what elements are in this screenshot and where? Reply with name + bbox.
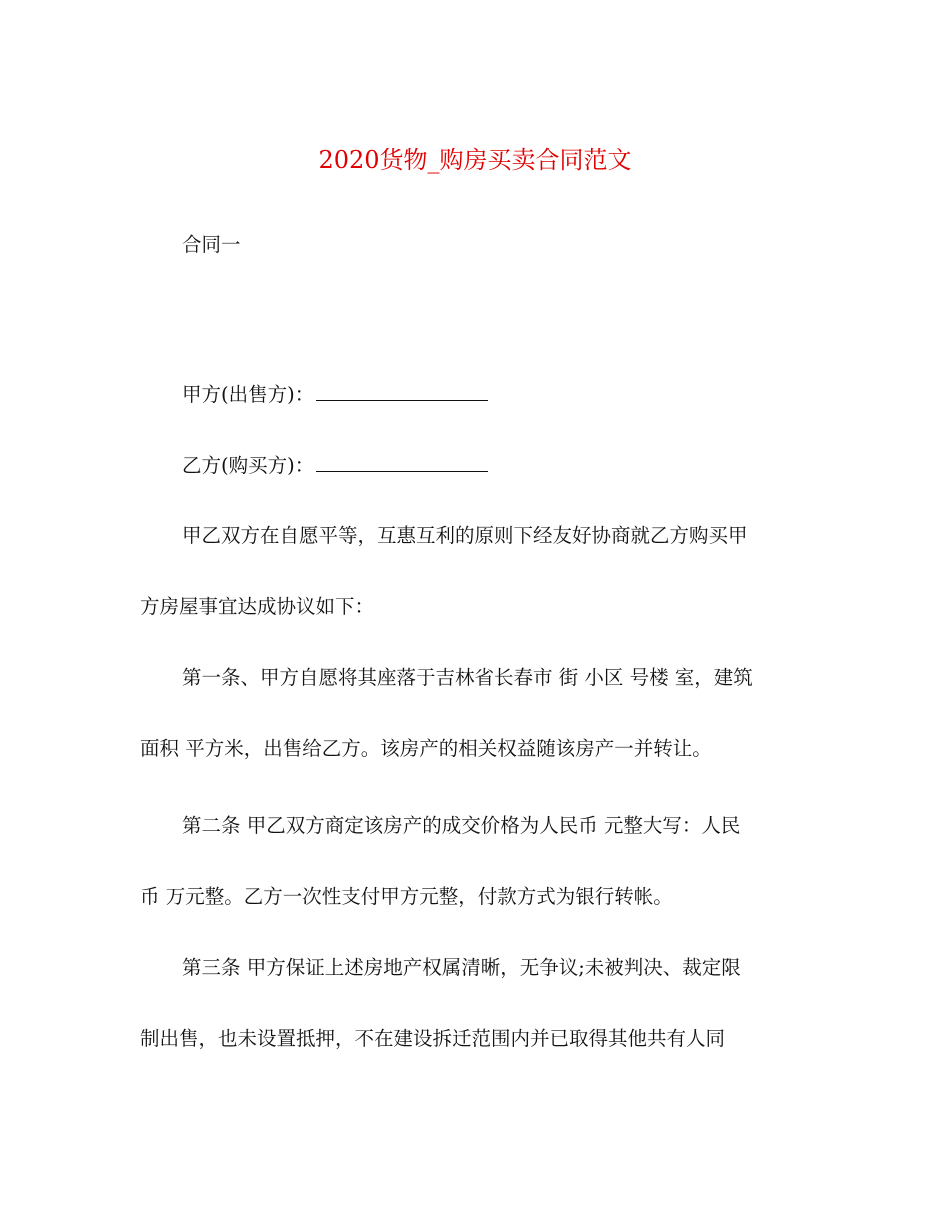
paragraph-line: 甲乙双方在自愿平等，互惠互利的原则下经友好协商就乙方购买甲 bbox=[182, 524, 748, 547]
section-heading: 合同一 bbox=[182, 233, 241, 256]
paragraph-line: 面积 平方米，出售给乙方。该房产的相关权益随该房产一并转让。 bbox=[140, 737, 712, 760]
party-b-blank bbox=[316, 451, 488, 472]
paragraph-line: 方房屋事宜达成协议如下： bbox=[140, 595, 375, 618]
party-a-label: 甲方(出售方)： bbox=[182, 383, 315, 406]
party-b-line bbox=[182, 451, 488, 480]
paragraph-line: 币 万元整。乙方一次性支付甲方元整，付款方式为银行转帐。 bbox=[140, 885, 673, 908]
paragraph-line: 制出售，也未设置抵押，不在建设拆迁范围内并已取得其他共有人同 bbox=[140, 1027, 726, 1050]
paragraph-line: 第三条 甲方保证上述房地产权属清晰，无争议;未被判决、裁定限 bbox=[182, 956, 741, 979]
party-b-label: 乙方(购买方)： bbox=[182, 454, 315, 477]
document-title: 2020货物_购房买卖合同范文 bbox=[318, 146, 632, 174]
paragraph-line: 第一条、甲方自愿将其座落于吉林省长春市 街 小区 号楼 室，建筑 bbox=[182, 666, 753, 689]
paragraph-line: 第二条 甲乙双方商定该房产的成交价格为人民币 元整大写：人民 bbox=[182, 814, 741, 837]
party-a-blank bbox=[316, 380, 488, 401]
party-a-line bbox=[182, 380, 488, 409]
